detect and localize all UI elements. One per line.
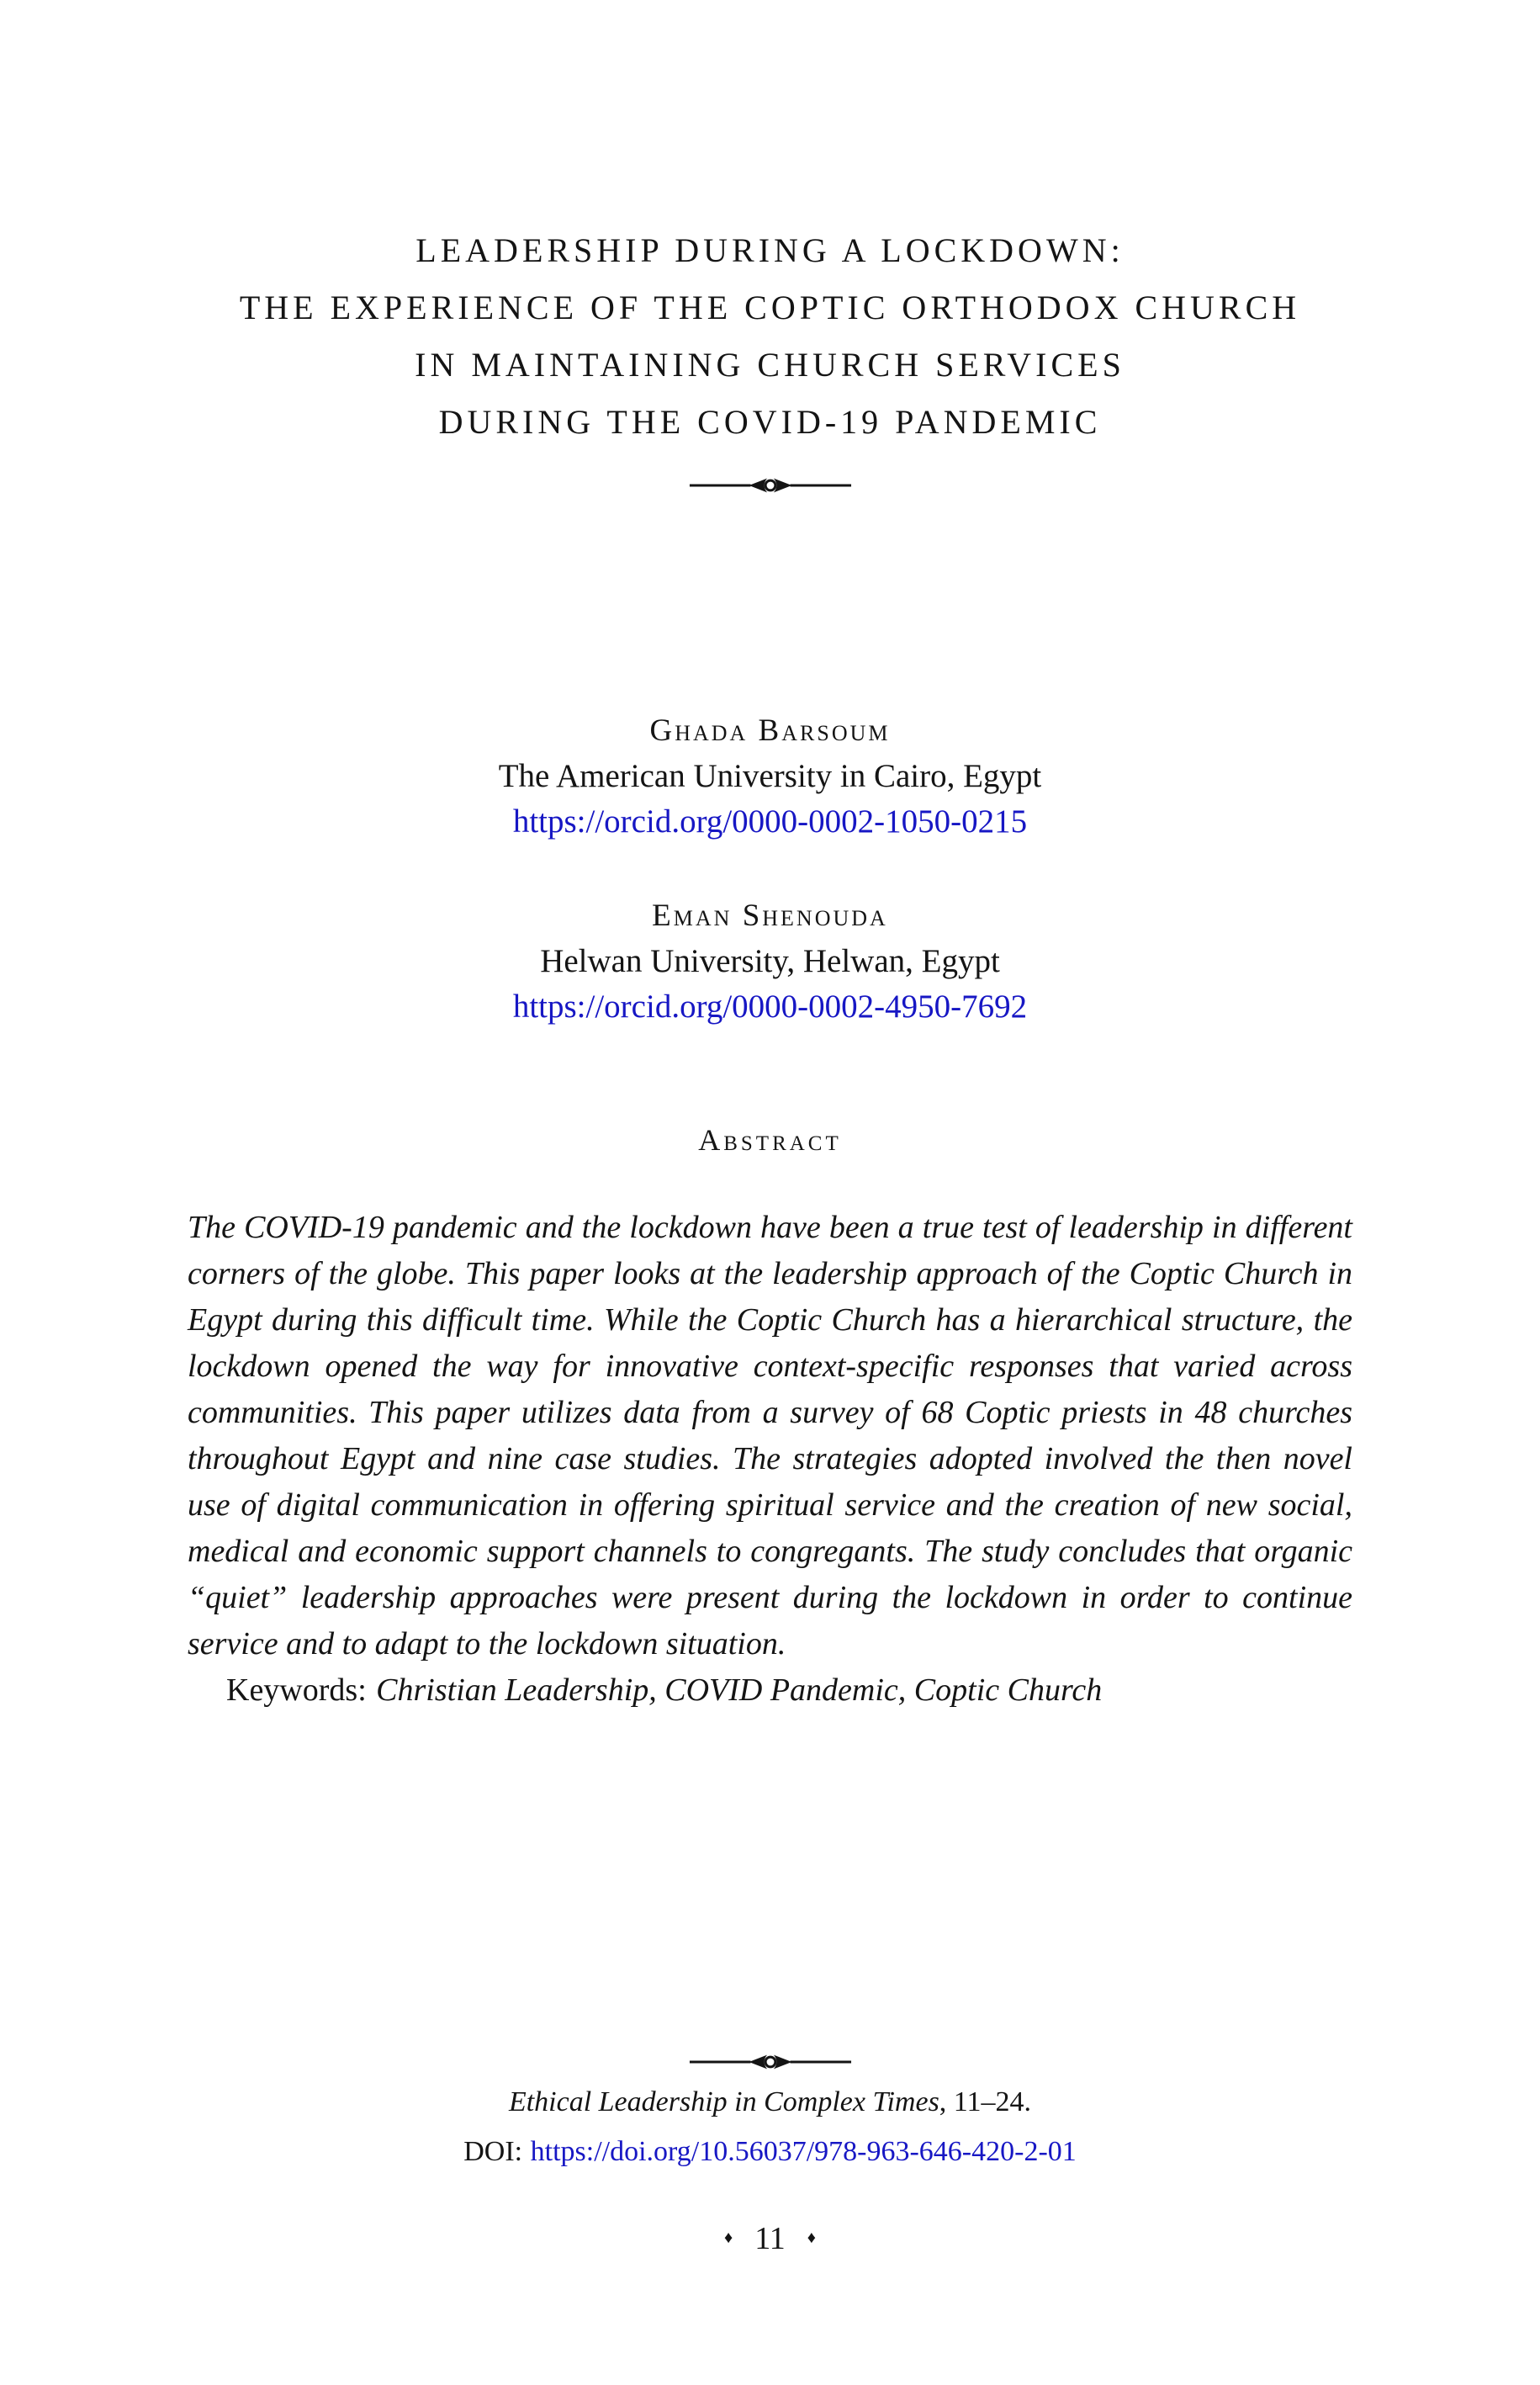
- source-citation: [0, 2083, 1540, 2122]
- doi-row: [0, 2133, 1540, 2171]
- author-1-affiliation: The American University in Cairo, Egypt: [498, 758, 1042, 794]
- author-2-orcid-link[interactable]: https://orcid.org/0000-0002-4950-7692: [512, 988, 1028, 1025]
- keywords-label: Keywords:: [226, 1672, 367, 1708]
- author-2-orcid-row: [0, 984, 1540, 1030]
- paper-title-line-1: LEADERSHIP DURING A LOCKDOWN:: [415, 231, 1125, 269]
- paper-title-line-3: IN MAINTAINING CHURCH SERVICES: [415, 346, 1125, 384]
- abstract-section: [188, 1205, 1352, 1714]
- divider-ornament-icon: [688, 2051, 853, 2073]
- paper-title: [0, 222, 1540, 451]
- author-1-orcid-link[interactable]: https://orcid.org/0000-0002-1050-0215: [512, 803, 1028, 840]
- author-1-name: Ghada Barsoum: [649, 713, 891, 748]
- abstract-text: The COVID-19 pandemic and the lockdown have been a true test of leadership in different corners of the globe. This paper looks at the leadership approach of the Coptic Church in Egypt during this difficult time. While the Coptic Church has a hierarchical structure, the lockdown opened the way for innovative context-specific responses that varied across communities. This paper utilizes data from a survey of 68 Coptic priests in 48 churches throughout Egypt and nine case studies. The strategies adopted involved the then novel use of digital communication in offering spiritual service and the creation of new social, medical and economic support channels to congregants. The study concludes that organic “quiet” leadership approaches were present during the lockdown in order to continue service and to adapt to the lockdown situation.: [188, 1210, 1352, 1662]
- diamond-icon: ♦: [723, 2229, 733, 2247]
- doi-label: DOI:: [463, 2136, 523, 2167]
- doi-link[interactable]: https://doi.org/10.56037/978-963-646-420-2-01: [530, 2136, 1077, 2167]
- diamond-icon: ♦: [807, 2229, 817, 2247]
- author-2-name: Eman Shenouda: [652, 898, 888, 933]
- source-book-title: Ethical Leadership in Complex Times: [508, 2086, 939, 2117]
- keywords-line: [188, 1667, 1352, 1714]
- keywords-text: Christian Leadership, COVID Pandemic, Coptic Church: [376, 1672, 1103, 1708]
- page-number: 11: [754, 2221, 786, 2256]
- author-1-orcid-row: [0, 799, 1540, 845]
- source-page-range: , 11–24.: [939, 2086, 1032, 2117]
- divider-ornament-icon: [688, 474, 853, 496]
- paper-title-line-4: DURING THE COVID-19 PANDEMIC: [438, 403, 1102, 441]
- abstract-heading: Abstract: [698, 1123, 842, 1157]
- paper-title-line-2: THE EXPERIENCE OF THE COPTIC ORTHODOX CHURCH: [239, 289, 1301, 326]
- author-2-affiliation: Helwan University, Helwan, Egypt: [540, 943, 1000, 979]
- page-number-row: [0, 2218, 1540, 2259]
